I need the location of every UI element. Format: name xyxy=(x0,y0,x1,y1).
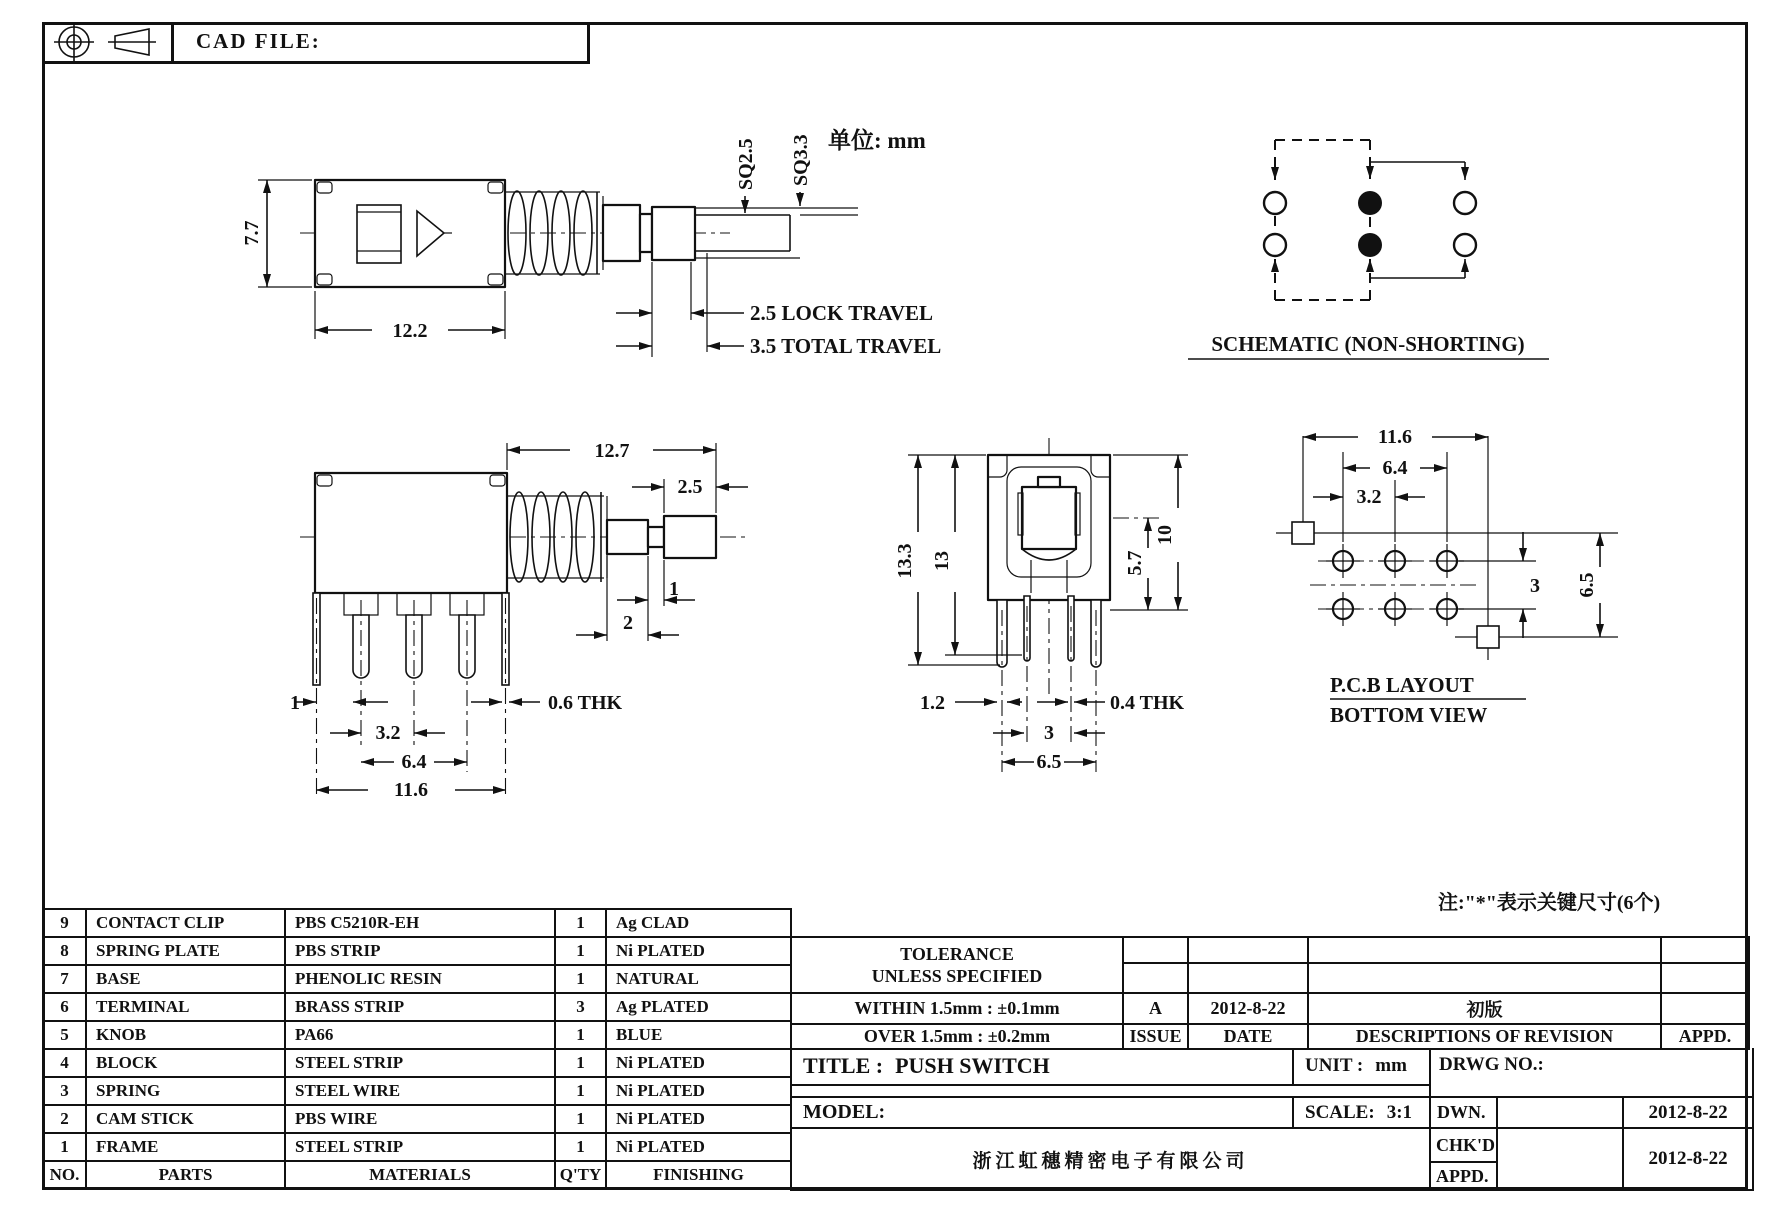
dim-hole-pitch: 3.2 xyxy=(1356,486,1382,508)
dim-edge-offset: 1 xyxy=(290,692,300,714)
table-row: 2 CAM STICK PBS WIRE 1 Ni PLATED xyxy=(43,1105,791,1133)
plunger-button xyxy=(664,516,716,558)
cad-file-label: CAD FILE: xyxy=(196,29,321,53)
dim-pin-height: 5.7 xyxy=(1124,550,1146,576)
dwn-label: DWN. xyxy=(1430,1097,1497,1128)
revision-description: 初版 xyxy=(1308,993,1661,1024)
terminal-side-view-drawing xyxy=(290,440,748,801)
revision-block xyxy=(790,936,1750,1050)
dim-pin-pitch: 3 xyxy=(1044,722,1054,744)
knob xyxy=(1022,487,1076,549)
company-name: 浙江虹穗精密电子有限公司 xyxy=(791,1128,1430,1190)
dim-row-pitch: 3 xyxy=(1530,575,1540,597)
descriptions-label: DESCRIPTIONS OF REVISION xyxy=(1308,1024,1661,1049)
table-row: 4 BLOCK STEEL STRIP 1 Ni PLATED xyxy=(43,1049,791,1077)
contact-common xyxy=(1358,233,1382,257)
schematic-diagram xyxy=(1188,140,1549,359)
contact-open xyxy=(1454,192,1476,214)
issue-label: ISSUE xyxy=(1123,1024,1188,1049)
contact-open xyxy=(1264,234,1286,256)
dim-pin-sq-large: SQ3.3 xyxy=(790,134,812,186)
revision-date: 2012-8-22 xyxy=(1188,993,1308,1024)
front-view-drawing xyxy=(894,438,1188,773)
tolerance-over: OVER 1.5mm : ±0.2mm xyxy=(791,1024,1123,1049)
dim-body-width: 12.2 xyxy=(392,320,428,342)
chkd-appd-signature xyxy=(1497,1128,1623,1190)
dim-hole-span: 6.4 xyxy=(1382,457,1408,479)
dim-total-travel: 3.5 TOTAL TRAVEL xyxy=(750,334,942,358)
table-row: 5 KNOB PA66 1 BLUE xyxy=(43,1021,791,1049)
date-label: DATE xyxy=(1188,1024,1308,1049)
plunger-shaft xyxy=(607,520,648,554)
unit-note: 单位: mm xyxy=(828,128,926,153)
schematic-caption: SCHEMATIC (NON-SHORTING) xyxy=(1211,332,1525,356)
pcb-caption-line1: P.C.B LAYOUT xyxy=(1330,673,1474,697)
pcb-layout-drawing xyxy=(1276,426,1618,727)
dim-row-span: 6.5 xyxy=(1576,572,1598,598)
table-header-row: NO. PARTS MATERIALS Q'TY FINISHING xyxy=(43,1161,791,1189)
scale-cell: SCALE: 3:1 xyxy=(1293,1097,1430,1128)
dim-height-inner: 13 xyxy=(931,551,953,571)
contact-open xyxy=(1454,234,1476,256)
title-cell: TITLE : PUSH SWITCH xyxy=(791,1048,1293,1085)
title-block xyxy=(790,1048,1754,1191)
drwg-no-cell: DRWG NO.: xyxy=(1430,1048,1753,1097)
table-row: 3 SPRING STEEL WIRE 1 Ni PLATED xyxy=(43,1077,791,1105)
dim-total-length: 12.7 xyxy=(594,440,630,462)
mounting-pad xyxy=(1292,522,1314,544)
unit-cell: UNIT : mm xyxy=(1293,1048,1430,1085)
plunger-shaft xyxy=(603,205,640,261)
dim-lock-travel: 2.5 LOCK TRAVEL xyxy=(750,301,934,325)
dim-neck-length: 1 xyxy=(669,578,679,600)
table-row: 6 TERMINAL BRASS STRIP 3 Ag PLATED xyxy=(43,993,791,1021)
dim-pad-span: 11.6 xyxy=(1378,426,1412,448)
dim-pin-sq-small: SQ2.5 xyxy=(735,138,757,190)
key-dimension-note: 注:"*"表示关键尺寸(6个) xyxy=(1438,892,1661,914)
table-row: 7 BASE PHENOLIC RESIN 1 NATURAL xyxy=(43,965,791,993)
scale-value: 3:1 xyxy=(1386,1101,1413,1123)
appd-label: APPD. xyxy=(1661,1024,1749,1049)
model-cell: MODEL: xyxy=(791,1097,1293,1128)
tolerance-within: WITHIN 1.5mm : ±0.1mm xyxy=(791,993,1123,1024)
mounting-pad xyxy=(1477,626,1499,648)
tolerance-header-cell: TOLERANCE UNLESS SPECIFIED xyxy=(791,937,1123,993)
parts-table xyxy=(42,908,792,1190)
plunger-button xyxy=(652,207,695,260)
contact-open xyxy=(1264,192,1286,214)
pcb-caption-line2: BOTTOM VIEW xyxy=(1330,703,1488,727)
unit-value: mm xyxy=(1375,1055,1407,1076)
dim-frame-width: 11.6 xyxy=(394,779,428,801)
dim-height-total: 13.3 xyxy=(894,543,916,579)
appd-row-label: APPD. xyxy=(1430,1162,1497,1190)
issue-value: A xyxy=(1123,993,1188,1024)
dim-thickness: 0.4 THK xyxy=(1110,692,1185,714)
table-row: 1 FRAME STEEL STRIP 1 Ni PLATED xyxy=(43,1133,791,1161)
table-row: 9 CONTACT CLIP PBS C5210R-EH 1 Ag CLAD xyxy=(43,909,791,937)
chkd-label: CHK'D xyxy=(1430,1128,1497,1162)
table-row: 8 SPRING PLATE PBS STRIP 1 Ni PLATED xyxy=(43,937,791,965)
title-value: PUSH SWITCH xyxy=(895,1053,1050,1078)
dim-pin-width: 1.2 xyxy=(920,692,945,714)
knob-window xyxy=(357,205,401,263)
switch-pin xyxy=(695,208,858,258)
dim-pin-pitch: 3.2 xyxy=(375,722,401,744)
dwn-signature xyxy=(1497,1097,1623,1128)
dwn-date: 2012-8-22 xyxy=(1623,1097,1753,1128)
dim-body-height: 7.7 xyxy=(241,220,263,246)
chkd-appd-date: 2012-8-22 xyxy=(1623,1128,1753,1190)
dim-pin-span: 6.5 xyxy=(1036,751,1062,773)
dim-pin-span: 6.4 xyxy=(401,751,427,773)
dim-body-height: 10 xyxy=(1154,525,1176,545)
dim-shaft-length: 2 xyxy=(623,612,633,634)
dim-tip-length: 2.5 xyxy=(677,476,703,498)
dim-thickness: 0.6 THK xyxy=(548,692,623,714)
contact-common xyxy=(1358,191,1382,215)
side-view-drawing xyxy=(241,127,941,358)
